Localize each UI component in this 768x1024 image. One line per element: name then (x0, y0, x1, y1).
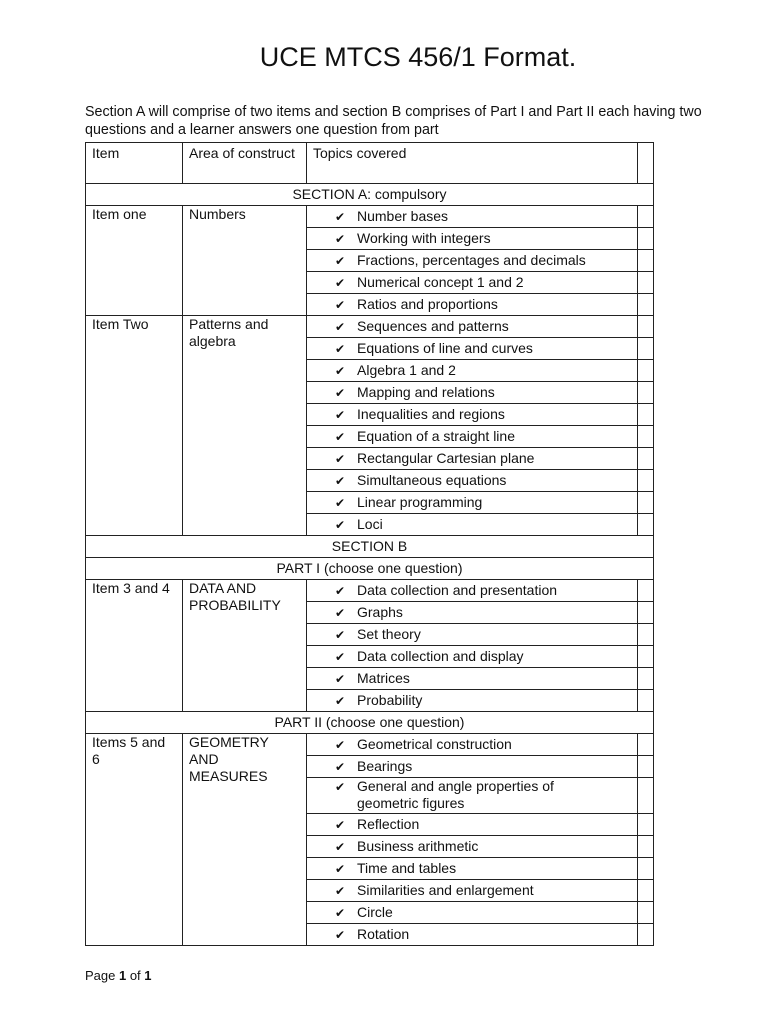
topic-text: Mapping and relations (357, 383, 495, 400)
topic-cell (307, 404, 638, 426)
topic-text: Fractions, percentages and decimals (357, 251, 586, 268)
blank-cell (638, 448, 654, 470)
item-cell: Item one (86, 206, 183, 316)
section-b-band-label: SECTION B (86, 536, 654, 558)
topic-text: Rotation (357, 925, 410, 942)
topic-cell (307, 470, 638, 492)
blank-cell (638, 756, 654, 778)
footer-of: of (126, 968, 145, 983)
topic-cell (307, 316, 638, 338)
topic-text: Reflection (357, 815, 420, 832)
topic-text: Business arithmetic (357, 837, 479, 854)
check-icon: ✔ (335, 451, 346, 466)
topic-text: Graphs (357, 603, 403, 620)
blank-cell (638, 602, 654, 624)
check-icon: ✔ (335, 817, 346, 832)
topic-text: Set theory (357, 625, 421, 642)
blank-cell (638, 360, 654, 382)
table-row (86, 316, 654, 338)
topic-cell (307, 624, 638, 646)
header-topics: Topics covered (307, 143, 638, 184)
check-icon: ✔ (335, 649, 346, 664)
topic-cell (307, 492, 638, 514)
topic-cell (307, 382, 638, 404)
topic-text: Numerical concept 1 and 2 (357, 273, 524, 290)
page-footer (85, 968, 152, 983)
check-icon: ✔ (335, 231, 346, 246)
topic-text: Ratios and proportions (357, 295, 498, 312)
check-icon: ✔ (335, 385, 346, 400)
topic-cell (307, 580, 638, 602)
topic-cell (307, 294, 638, 316)
topic-cell (307, 272, 638, 294)
topic-text: Data collection and display (357, 647, 524, 664)
table-row (86, 580, 654, 602)
topic-text: Loci (357, 515, 383, 532)
item-cell: Item 3 and 4 (86, 580, 183, 712)
topic-text: Bearings (357, 757, 413, 774)
topic-text: Similarities and enlargement (357, 881, 534, 898)
topic-cell (307, 924, 638, 946)
topic-text: Rectangular Cartesian plane (357, 449, 535, 466)
topic-cell (307, 880, 638, 902)
blank-cell (638, 646, 654, 668)
intro-paragraph: Section A will comprise of two items and section B comprises of Part I and Part II each having two questions and a learner answers one question from part (85, 104, 702, 138)
area-cell: Numbers (183, 206, 307, 316)
blank-cell (638, 382, 654, 404)
topic-cell (307, 602, 638, 624)
topic-text: Data collection and presentation (357, 581, 558, 598)
topic-text: Inequalities and regions (357, 405, 505, 422)
check-icon: ✔ (335, 839, 346, 854)
topic-cell (307, 448, 638, 470)
header-item: Item (86, 143, 183, 184)
footer-page: 1 (118, 968, 127, 983)
blank-cell (638, 880, 654, 902)
part-2-band (86, 712, 654, 734)
check-icon: ✔ (335, 341, 346, 356)
part-1-band-label: PART I (choose one question) (86, 558, 654, 580)
check-icon: ✔ (335, 583, 346, 598)
topic-cell (307, 858, 638, 880)
section-b-band (86, 536, 654, 558)
blank-cell (638, 814, 654, 836)
check-icon: ✔ (335, 627, 346, 642)
check-icon: ✔ (335, 253, 346, 268)
part-1-band (86, 558, 654, 580)
check-icon: ✔ (335, 671, 346, 686)
topic-cell (307, 646, 638, 668)
check-icon: ✔ (335, 429, 346, 444)
blank-cell (638, 734, 654, 756)
blank-cell (638, 836, 654, 858)
blank-cell (638, 316, 654, 338)
section-a-band (86, 184, 654, 206)
section-a-band-label: SECTION A: compulsory (86, 184, 654, 206)
check-icon: ✔ (335, 209, 346, 224)
blank-cell (638, 470, 654, 492)
topic-text: Number bases (357, 207, 449, 224)
topic-cell (307, 360, 638, 382)
blank-cell (638, 294, 654, 316)
table-row (86, 734, 654, 756)
blank-cell (638, 924, 654, 946)
topic-text: Algebra 1 and 2 (357, 361, 456, 378)
topic-cell (307, 206, 638, 228)
blank-cell (638, 492, 654, 514)
item-cell: Items 5 and 6 (86, 734, 183, 946)
blank-cell (638, 338, 654, 360)
topic-cell (307, 734, 638, 756)
blank-cell (638, 902, 654, 924)
check-icon: ✔ (335, 297, 346, 312)
table-header-row (86, 143, 654, 184)
item-cell: Item Two (86, 316, 183, 536)
topic-text: Geometrical construction (357, 735, 512, 752)
topic-text: Simultaneous equations (357, 471, 507, 488)
topic-text: Linear programming (357, 493, 483, 510)
format-table (85, 142, 654, 946)
topic-text: Matrices (357, 669, 410, 686)
check-icon: ✔ (335, 319, 346, 334)
topic-cell (307, 228, 638, 250)
topic-cell (307, 426, 638, 448)
header-blank (638, 143, 654, 184)
topic-text: Time and tables (357, 859, 457, 876)
check-icon: ✔ (335, 363, 346, 378)
check-icon: ✔ (335, 693, 346, 708)
check-icon: ✔ (335, 905, 346, 920)
topic-cell (307, 814, 638, 836)
blank-cell (638, 858, 654, 880)
blank-cell (638, 514, 654, 536)
check-icon: ✔ (335, 780, 346, 794)
check-icon: ✔ (335, 861, 346, 876)
check-icon: ✔ (335, 759, 346, 774)
blank-cell (638, 228, 654, 250)
page-title: UCE MTCS 456/1 Format. (259, 42, 577, 72)
topic-cell (307, 836, 638, 858)
check-icon: ✔ (335, 473, 346, 488)
blank-cell (638, 206, 654, 228)
area-cell: Patterns and algebra (183, 316, 307, 536)
check-icon: ✔ (335, 737, 346, 752)
check-icon: ✔ (335, 883, 346, 898)
blank-cell (638, 272, 654, 294)
part-2-band-label: PART II (choose one question) (86, 712, 654, 734)
topic-cell (307, 778, 638, 814)
topic-text: General and angle properties of geometric figures (357, 778, 554, 811)
topic-text: Working with integers (357, 229, 491, 246)
footer-prefix: Page (85, 968, 119, 983)
check-icon: ✔ (335, 517, 346, 532)
topic-cell (307, 250, 638, 272)
table-row (86, 206, 654, 228)
topic-text: Sequences and patterns (357, 317, 509, 334)
header-area: Area of construct (183, 143, 307, 184)
blank-cell (638, 580, 654, 602)
check-icon: ✔ (335, 407, 346, 422)
topic-text: Probability (357, 691, 423, 708)
topic-cell (307, 756, 638, 778)
topic-text: Circle (357, 903, 393, 920)
blank-cell (638, 690, 654, 712)
check-icon: ✔ (335, 275, 346, 290)
topic-cell (307, 668, 638, 690)
topic-cell (307, 514, 638, 536)
topic-cell (307, 338, 638, 360)
check-icon: ✔ (335, 495, 346, 510)
blank-cell (638, 250, 654, 272)
blank-cell (638, 624, 654, 646)
topic-text: Equations of line and curves (357, 339, 533, 356)
check-icon: ✔ (335, 927, 346, 942)
topic-cell (307, 690, 638, 712)
blank-cell (638, 778, 654, 814)
footer-total: 1 (144, 968, 152, 983)
blank-cell (638, 668, 654, 690)
area-cell: GEOMETRY AND MEASURES (183, 734, 307, 946)
blank-cell (638, 426, 654, 448)
topic-cell (307, 902, 638, 924)
check-icon: ✔ (335, 605, 346, 620)
area-cell: DATA AND PROBABILITY (183, 580, 307, 712)
topic-text: Equation of a straight line (357, 427, 515, 444)
blank-cell (638, 404, 654, 426)
